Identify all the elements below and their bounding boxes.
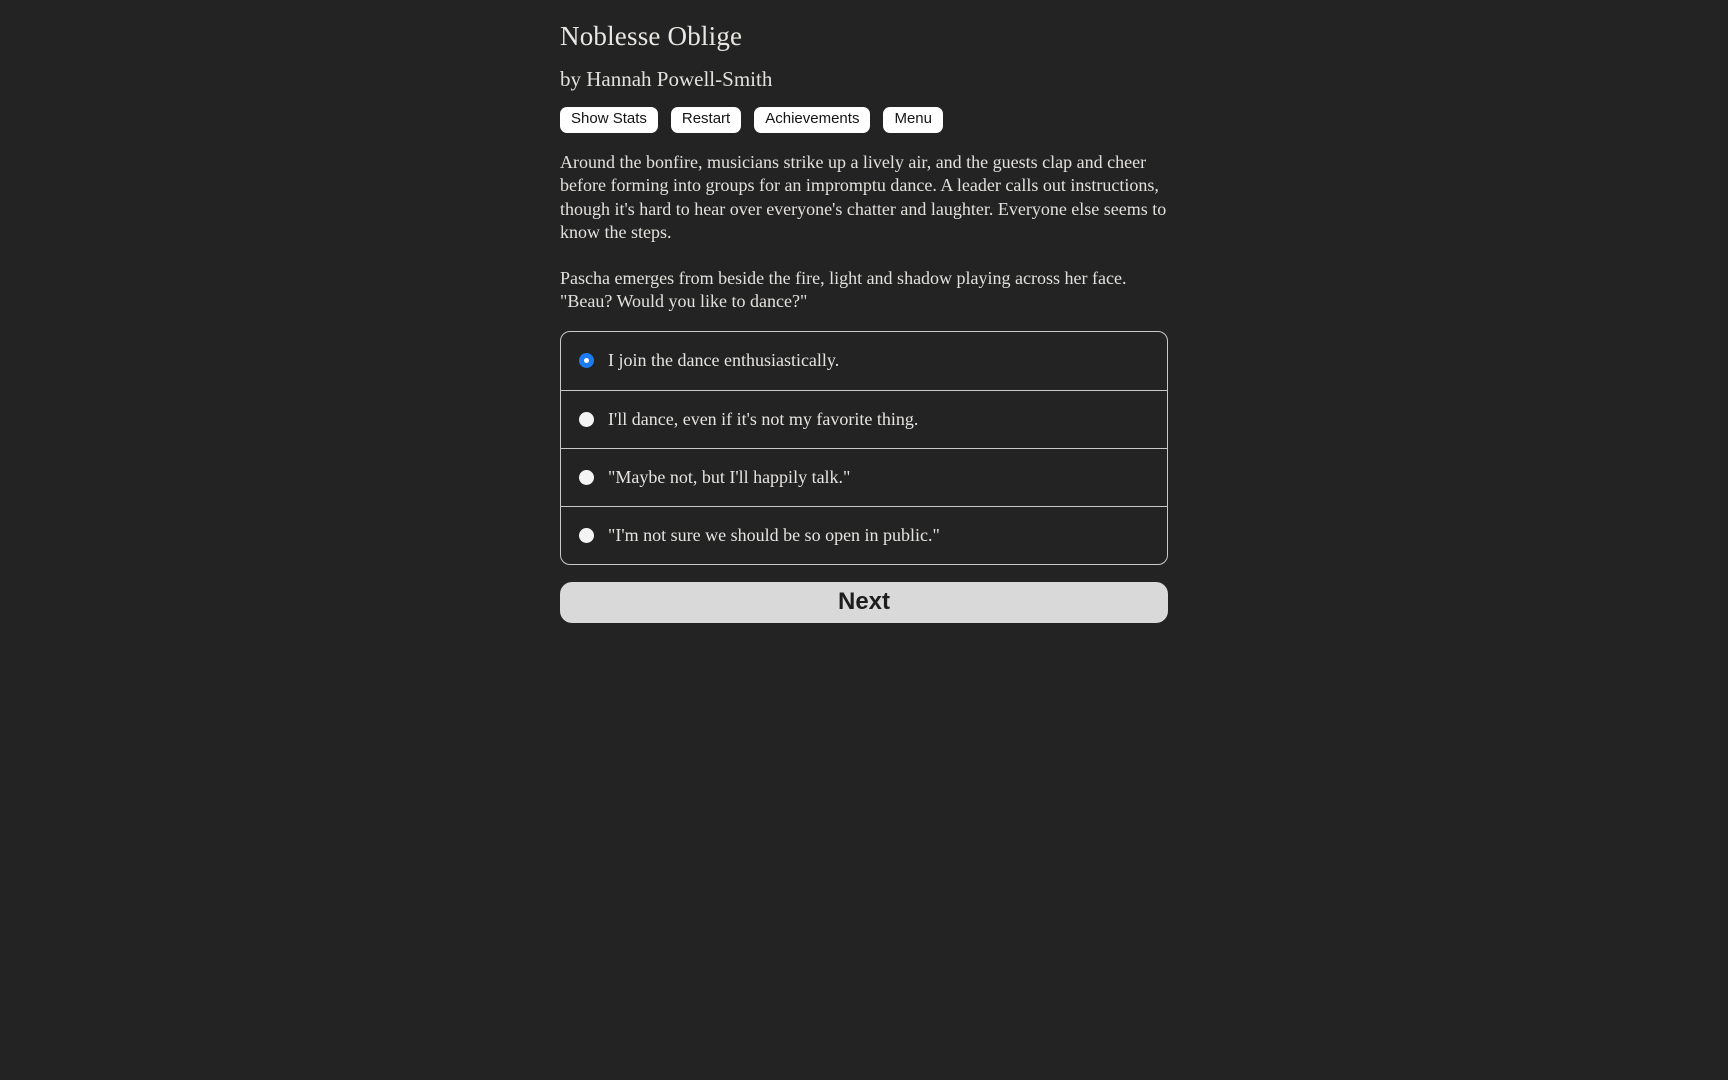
- choice-option-label: I'll dance, even if it's not my favorite thing.: [608, 408, 919, 429]
- story-text: [560, 151, 1168, 314]
- next-button[interactable]: Next: [560, 582, 1168, 623]
- menu-button[interactable]: Menu: [883, 107, 943, 133]
- show-stats-button[interactable]: Show Stats: [560, 107, 658, 133]
- achievements-button[interactable]: Achievements: [754, 107, 870, 133]
- story-paragraph: Pascha emerges from beside the fire, light and shadow playing across her face. "Beau? Would you like to dance?": [560, 267, 1127, 311]
- choice-option-3[interactable]: [561, 448, 1167, 506]
- game-page: [560, 0, 1168, 623]
- choice-option-2[interactable]: [561, 390, 1167, 448]
- radio-button-icon[interactable]: [579, 412, 594, 427]
- choice-option-1[interactable]: [561, 332, 1167, 390]
- author-byline: by Hannah Powell-Smith: [560, 67, 773, 91]
- radio-button-icon[interactable]: [579, 353, 594, 368]
- restart-button[interactable]: Restart: [671, 107, 741, 133]
- toolbar: [560, 107, 1168, 133]
- story-paragraph: Around the bonfire, musicians strike up a lively air, and the guests clap and cheer before forming into groups for an impromptu dance. A leader calls out instructions, though it's hard to hear over everyone's chatter and laughter. Everyone else seems to know the steps.: [560, 151, 1167, 242]
- choice-option-label: I join the dance enthusiastically.: [608, 350, 840, 370]
- choice-option-label: "I'm not sure we should be so open in public.": [608, 524, 940, 545]
- choice-option-label: "Maybe not, but I'll happily talk.": [608, 466, 851, 487]
- radio-button-icon[interactable]: [579, 470, 594, 485]
- choice-option-4[interactable]: [561, 506, 1167, 564]
- choice-list: [560, 331, 1168, 565]
- radio-button-icon[interactable]: [579, 528, 594, 543]
- page-title: Noblesse Oblige: [560, 21, 743, 51]
